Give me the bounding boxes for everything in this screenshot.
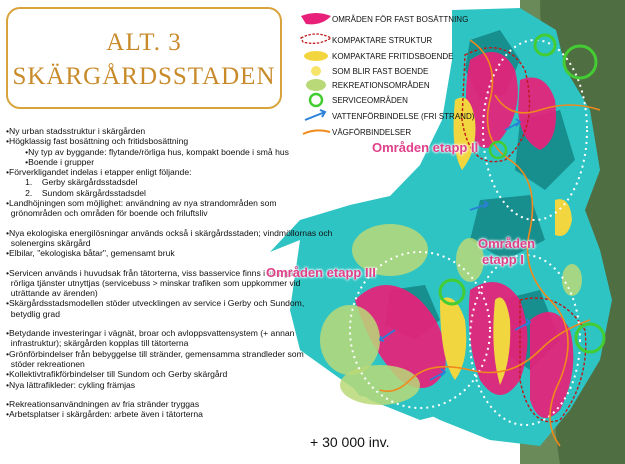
- legend-label: SOM BLIR FAST BOENDE: [332, 67, 429, 76]
- bullet-line: uträttande av ärenden): [6, 288, 98, 299]
- bullet-line: •Grönförbindelser från bebyggelse till stränder, gemensamma strandleder som: [6, 348, 304, 359]
- yellow-area-icon: [304, 51, 328, 61]
- green-area-icon: [306, 79, 326, 91]
- bullet-gap: [6, 319, 362, 328]
- legend-label: KOMPAKTARE STRUKTUR: [332, 36, 433, 45]
- bullet-line: •Landhöjningen som möjlighet: användning av nya strandområden som: [6, 198, 277, 209]
- bullet-line: •Skärgårdsstadsmodellen stöder utvecklingen av service i Gerby och Sundom,: [6, 298, 305, 309]
- bullet-line: rörliga tjänster utnyttjas (servicebuss > minskar trafiken som uppkommer vid: [6, 277, 301, 288]
- green-ring-icon: [310, 94, 322, 106]
- title-line-2: SKÄRGÅRDSSTADEN: [12, 63, 276, 90]
- bullet-line: infrastruktur); skärgården kopplas till tätorterna: [6, 338, 189, 349]
- legend-symbols: [301, 13, 331, 134]
- bullet-line: •Arbetsplatser i skärgården: arbete även i tätorterna: [6, 409, 203, 420]
- bullet-gap: [6, 390, 362, 399]
- legend-label: VATTENFÖRBINDELSE (FRI STRAND): [332, 112, 475, 121]
- bullet-line: •Rekreationsanvändningen av fria stränder tryggas: [6, 398, 200, 409]
- bullet-line: •Ny typ av byggande: flytande/rörliga hus, kompakt boende i små hus: [6, 146, 289, 157]
- population-label: + 30 000 inv.: [310, 434, 390, 450]
- bullet-line: stöder rekreationen: [6, 358, 85, 369]
- stage-i-label-line1: Områden: [478, 236, 536, 251]
- bullet-line: 1. Gerby skärgårdsstadsdel: [6, 177, 138, 188]
- legend-label: REKREATIONSOMRÅDEN: [332, 81, 430, 90]
- recreation-area: [562, 264, 582, 296]
- bullet-line: •Ny urban stadsstruktur i skärgården: [6, 126, 146, 136]
- title-line-1: ALT. 3: [106, 29, 182, 56]
- bullet-line: •Högklassig fast bosättning och fritidsbosättning: [6, 136, 189, 147]
- stage-iii-label: Områden etapp III: [266, 265, 376, 280]
- bullet-line: •Elbilar, "ekologiska båtar", gemensamt bruk: [6, 248, 175, 259]
- title-box: [6, 7, 282, 109]
- red-dashed-outline-icon: [301, 34, 331, 43]
- bullet-line: •Nya lättrafikleder: cykling främjas: [6, 379, 136, 390]
- bullet-line: •Nya ekologiska energilösningar används också i skärgårdsstaden; vindmöllornas och: [6, 227, 333, 238]
- bullet-line: •Kollektivtrafikförbindelser till Sundom och Gerby skärgård: [6, 369, 228, 380]
- pink-area-icon: [301, 13, 331, 24]
- bullet-gap: [6, 219, 362, 228]
- bullet-line: •Boende i grupper: [6, 156, 95, 167]
- bullet-line: grönområden och områden för boende och friluftsliv: [6, 208, 208, 219]
- bullet-line: solenergins skärgård: [6, 237, 91, 248]
- legend-label: KOMPAKTARE FRITIDSBOENDE: [332, 52, 454, 61]
- legend-label: VÄGFÖRBINDELSER: [332, 128, 412, 137]
- bullet-line: •Betydande investeringar i vägnät, broar och avloppsvattensystem (+ annan: [6, 328, 295, 339]
- bullet-line: 2. Sundom skärgårdsstadsdel: [6, 187, 146, 198]
- legend-label: OMRÅDEN FÖR FAST BOSÄTTNING: [332, 15, 469, 24]
- bullet-line: betydlig grad: [6, 308, 60, 319]
- bullet-line: •Servicen används i huvudsak från tätorterna, viss basservice finns i skärgården,: [6, 267, 313, 278]
- bullet-line: •Förverkligandet indelas i etapper enligt följande:: [6, 167, 192, 178]
- light-yellow-dot-icon: [311, 66, 321, 76]
- stage-i-label-line2: etapp I: [482, 252, 524, 267]
- legend-label: SERVICEOMRÅDEN: [332, 96, 408, 105]
- blue-arrow-icon: [305, 110, 325, 120]
- stage-ii-label: Områden etapp II: [372, 140, 479, 155]
